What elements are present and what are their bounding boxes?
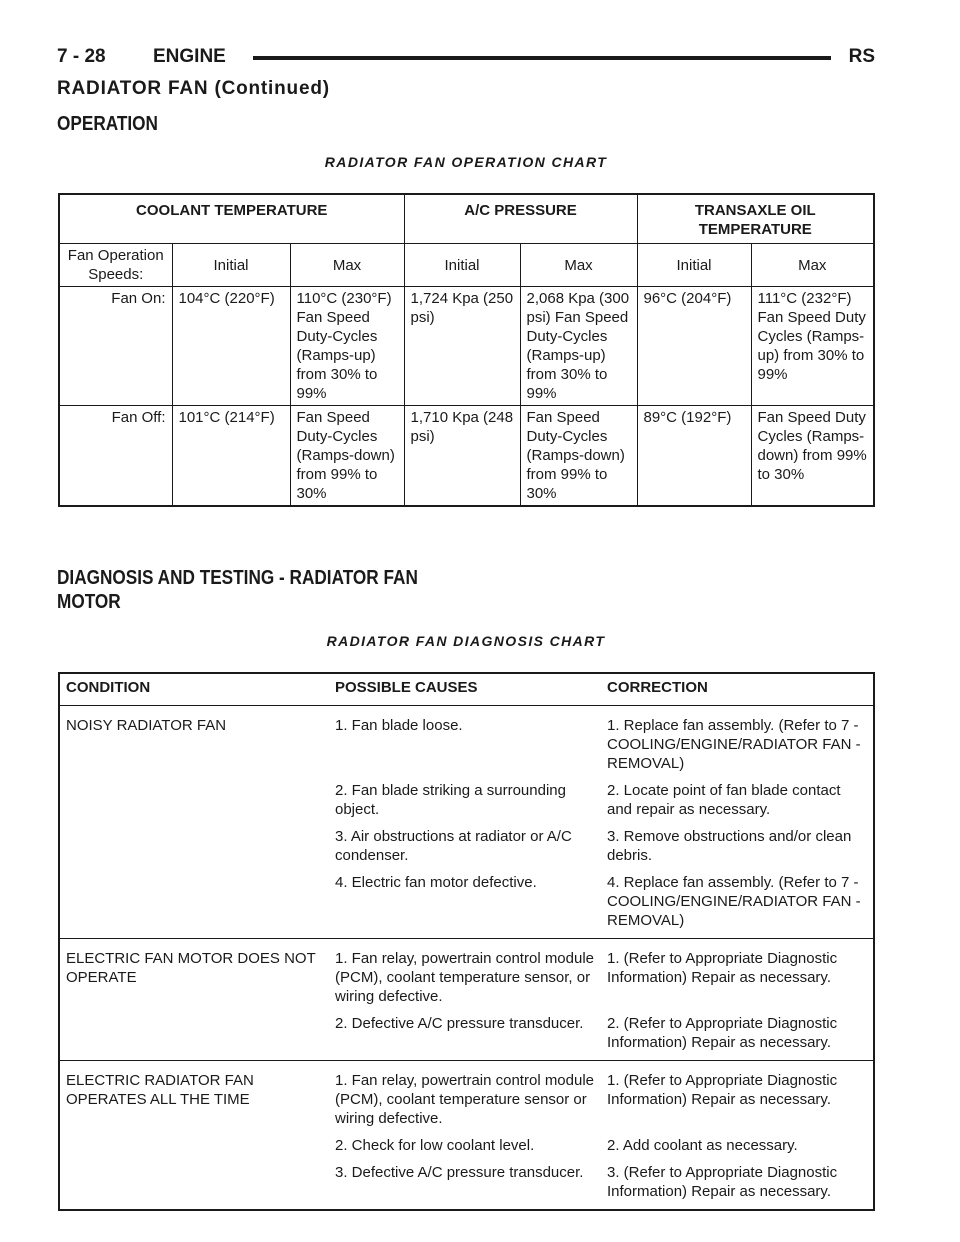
cause-cell: 2. Fan blade striking a surrounding object. — [335, 782, 566, 818]
cause-cell: 1. Fan relay, powertrain control module (PCM), coolant temperature sensor, or wiring defective. — [329, 939, 601, 1011]
diagnosis-chart-table — [58, 672, 875, 1211]
table-cell: 110°C (230°F) Fan Speed Duty-Cycles (Ramps-up) from 30% to 99% — [290, 287, 404, 406]
row-label: Fan On: — [59, 287, 172, 406]
diag-header-row — [59, 673, 874, 706]
cause-cell: 2. Defective A/C pressure transducer. — [335, 1015, 584, 1032]
correction-cell: 3. Remove obstructions and/or clean debris. — [607, 828, 852, 864]
table-row — [59, 706, 874, 778]
op-group-header: COOLANT TEMPERATURE — [59, 194, 404, 244]
op-group-header: A/C PRESSURE — [404, 194, 637, 244]
table-cell: 104°C (220°F) — [172, 287, 290, 406]
table-row — [59, 287, 874, 406]
diag-col-header: POSSIBLE CAUSES — [329, 673, 601, 706]
condition-cell: ELECTRIC FAN MOTOR DOES NOT OPERATE — [59, 939, 329, 1061]
op-group-header: TRANSAXLE OIL TEMPERATURE — [637, 194, 874, 244]
condition-cell: ELECTRIC RADIATOR FAN OPERATES ALL THE TIME — [59, 1061, 329, 1211]
row-label: Fan Off: — [59, 406, 172, 507]
table-cell: 1,724 Kpa (250 psi) — [404, 287, 520, 406]
correction-cell: 2. (Refer to Appropriate Diagnostic Information) Repair as necessary. — [607, 1015, 838, 1051]
table-cell: 101°C (214°F) — [172, 406, 290, 507]
table-cell: 89°C (192°F) — [637, 406, 751, 507]
speed-label: Fan Operation Speeds: — [59, 244, 172, 287]
operation-heading: OPERATION — [57, 113, 158, 135]
correction-cell: 2. Locate point of fan blade contact and repair as necessary. — [607, 782, 841, 818]
table-cell: Fan Speed Duty-Cycles (Ramps-down) from 99% to 30% — [520, 406, 637, 507]
op-col-header: Max — [290, 244, 404, 287]
cause-cell: 2. Check for low coolant level. — [335, 1137, 535, 1154]
correction-cell: 1. (Refer to Appropriate Diagnostic Information) Repair as necessary. — [601, 939, 874, 1011]
correction-cell: 2. Add coolant as necessary. — [607, 1137, 798, 1154]
diagnosis-heading: DIAGNOSIS AND TESTING - RADIATOR FAN MOTOR — [57, 567, 418, 613]
op-col-header: Max — [751, 244, 874, 287]
table-cell: 2,068 Kpa (300 psi) Fan Speed Duty-Cycles (Ramps-up) from 30% to 99% — [520, 287, 637, 406]
cause-cell: 3. Air obstructions at radiator or A/C condenser. — [335, 828, 572, 864]
op-col-header: Max — [520, 244, 637, 287]
table-row — [59, 406, 874, 507]
op-col-header: Initial — [404, 244, 520, 287]
continued-title: RADIATOR FAN (Continued) — [57, 78, 330, 99]
model-code: RS — [848, 46, 875, 67]
diag-chart-title: RADIATOR FAN DIAGNOSIS CHART — [326, 633, 606, 649]
correction-cell: 3. (Refer to Appropriate Diagnostic Information) Repair as necessary. — [607, 1164, 838, 1200]
page-number: 7 - 28 — [57, 46, 106, 67]
op-col-header: Initial — [637, 244, 751, 287]
op-col-header: Initial — [172, 244, 290, 287]
cause-cell: 3. Defective A/C pressure transducer. — [335, 1164, 584, 1181]
op-chart-title: RADIATOR FAN OPERATION CHART — [324, 154, 608, 170]
header-rule — [253, 56, 831, 60]
page-header — [57, 46, 875, 72]
diag-col-header: CORRECTION — [601, 673, 874, 706]
table-cell: Fan Speed Duty Cycles (Ramps-down) from 99% to 30% — [751, 406, 874, 507]
correction-cell: 1. (Refer to Appropriate Diagnostic Information) Repair as necessary. — [601, 1061, 874, 1133]
condition-cell: NOISY RADIATOR FAN — [66, 717, 227, 734]
table-cell: Fan Speed Duty-Cycles (Ramps-down) from 99% to 30% — [290, 406, 404, 507]
table-cell: 1,710 Kpa (248 psi) — [404, 406, 520, 507]
operation-chart-table — [58, 193, 875, 507]
op-group-header-row — [59, 194, 874, 244]
correction-cell: 1. Replace fan assembly. (Refer to 7 - COOLING/ENGINE/RADIATOR FAN - REMOVAL) — [607, 717, 861, 772]
op-col-header-row — [59, 244, 874, 287]
cause-cell: 4. Electric fan motor defective. — [335, 874, 537, 891]
cause-cell: 1. Fan relay, powertrain control module (PCM), coolant temperature sensor or wiring defective. — [329, 1061, 601, 1133]
correction-cell: 4. Replace fan assembly. (Refer to 7 - COOLING/ENGINE/RADIATOR FAN - REMOVAL) — [607, 874, 861, 929]
cause-cell: 1. Fan blade loose. — [335, 717, 463, 734]
table-row — [59, 1061, 874, 1133]
table-cell: 96°C (204°F) — [637, 287, 751, 406]
table-row — [59, 939, 874, 1011]
table-cell: 111°C (232°F) Fan Speed Duty Cycles (Ramps-up) from 30% to 99% — [751, 287, 874, 406]
section-name: ENGINE — [153, 46, 226, 67]
diag-col-header: CONDITION — [59, 673, 329, 706]
